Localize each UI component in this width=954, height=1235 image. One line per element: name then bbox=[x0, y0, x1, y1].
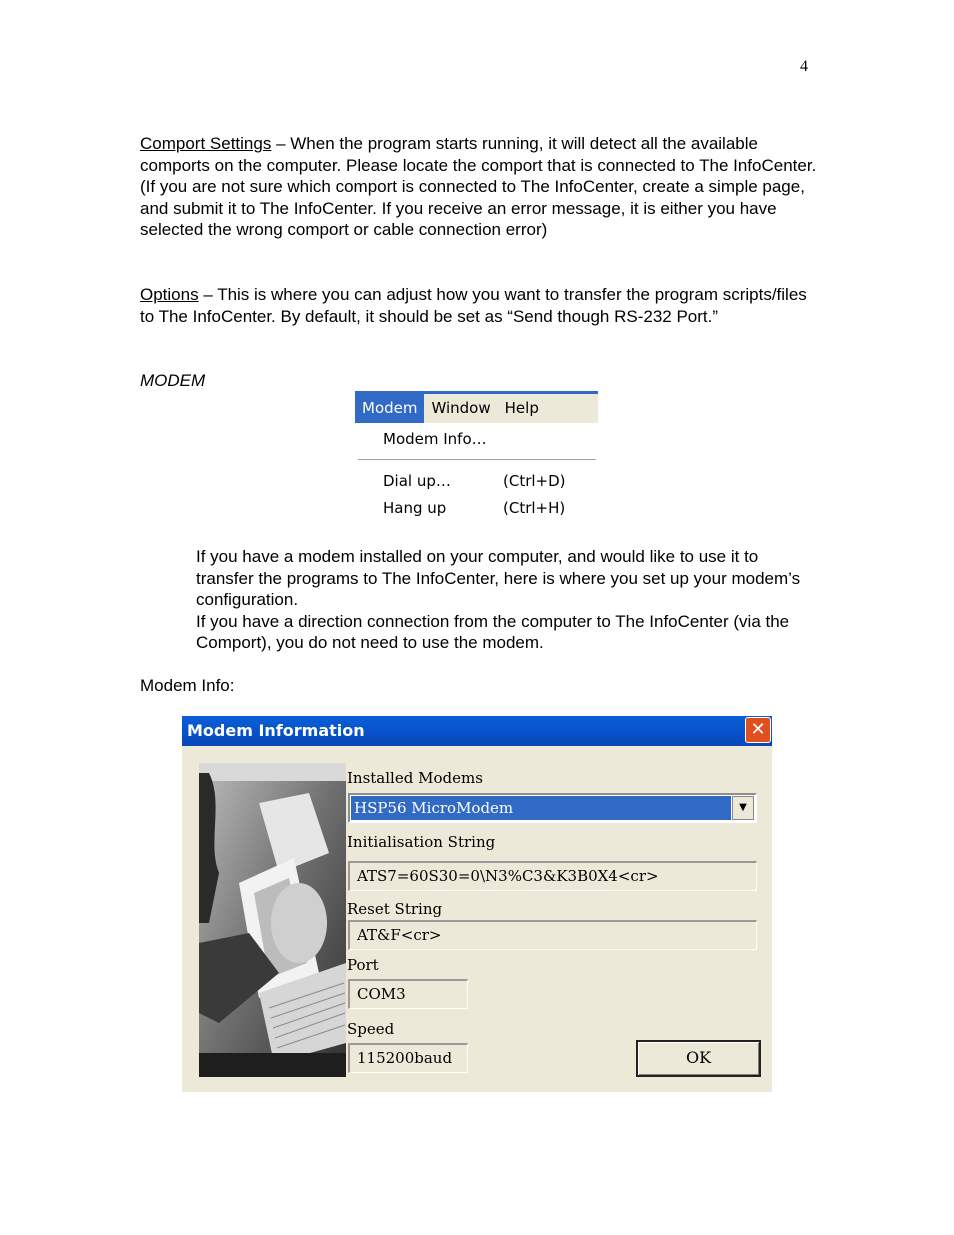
menu-item-hang-up[interactable] bbox=[383, 499, 566, 517]
chevron-down-icon[interactable]: ▼ bbox=[732, 796, 754, 820]
comport-section bbox=[140, 133, 820, 241]
hang-up-shortcut: (Ctrl+H) bbox=[503, 499, 566, 517]
menubar bbox=[355, 391, 598, 423]
modem-heading: MODEM bbox=[140, 371, 206, 390]
close-icon[interactable]: ✕ bbox=[745, 717, 771, 743]
menu-item-dial-up-label: Dial up… bbox=[383, 472, 451, 490]
speed-field[interactable]: 115200baud bbox=[348, 1043, 468, 1073]
init-string-label: Initialisation String bbox=[347, 833, 496, 851]
port-label: Port bbox=[347, 956, 379, 974]
installed-modems-value: HSP56 MicroModem bbox=[351, 796, 731, 820]
menu-separator bbox=[358, 459, 596, 461]
menu-item-dial-up[interactable] bbox=[383, 472, 566, 490]
port-field[interactable]: COM3 bbox=[348, 979, 468, 1009]
comport-note: (If you are not sure which comport is connected to The InfoCenter, create a simple page, and submit it to The InfoCenter. If you receive an error message, it is either you have selected the wrong comport or cable connection error) bbox=[140, 177, 805, 239]
modem-para-1: If you have a modem installed on your computer, and would like to use it to transfer the programs to The InfoCenter, here is where you set up your modem’s configuration. bbox=[196, 547, 801, 609]
speed-label: Speed bbox=[347, 1020, 395, 1038]
reset-string-field[interactable]: AT&F<cr> bbox=[348, 920, 757, 950]
init-string-field[interactable]: ATS7=60S30=0\N3%C3&K3B0X4<cr> bbox=[348, 861, 757, 891]
menu-help[interactable]: Help bbox=[504, 399, 539, 417]
modem-photo bbox=[199, 763, 346, 1077]
modem-menu-screenshot bbox=[355, 391, 598, 524]
menu-item-hang-up-label: Hang up bbox=[383, 499, 447, 517]
ok-button[interactable]: OK bbox=[636, 1040, 761, 1077]
menu-item-modem-info[interactable] bbox=[383, 430, 487, 448]
options-section bbox=[140, 284, 820, 327]
modem-para-2: If you have a direction connection from the computer to The InfoCenter (via the Comport), you do not need to use the modem. bbox=[196, 611, 790, 652]
dial-up-shortcut: (Ctrl+D) bbox=[503, 472, 566, 490]
page-number: 4 bbox=[800, 58, 808, 75]
modem-description bbox=[140, 546, 820, 654]
comport-heading: Comport Settings bbox=[140, 134, 272, 153]
installed-modems-select[interactable] bbox=[348, 793, 757, 823]
menu-window[interactable]: Window bbox=[431, 399, 491, 417]
options-heading: Options bbox=[140, 285, 199, 304]
reset-string-label: Reset String bbox=[347, 900, 443, 918]
comport-text: – When the program starts running, it will detect all the available comports on the computer. Please locate the comport that is connected to The InfoCenter. bbox=[140, 134, 817, 175]
options-text: – This is where you can adjust how you want to transfer the program scripts/files to The InfoCenter. By default, it should be set as “Send though RS-232 Port.” bbox=[140, 285, 807, 326]
installed-modems-label: Installed Modems bbox=[347, 769, 483, 787]
modem-info-label: Modem Info: bbox=[140, 676, 235, 695]
photo-illustration bbox=[199, 763, 346, 1077]
menu-modem[interactable]: Modem bbox=[355, 394, 424, 423]
modem-information-dialog bbox=[182, 716, 772, 1092]
dialog-title: Modem Information bbox=[187, 721, 365, 740]
menu-item-modem-info-label: Modem Info… bbox=[383, 430, 487, 448]
dialog-titlebar bbox=[182, 716, 772, 746]
